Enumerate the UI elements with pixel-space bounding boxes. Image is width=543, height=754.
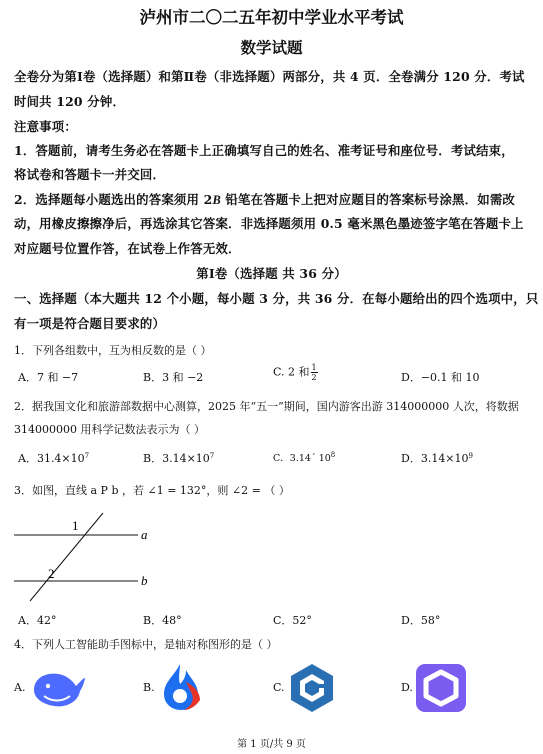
option-c-exponent: 8 xyxy=(330,451,336,459)
question-1-option-b: B．3 和 −2 xyxy=(143,371,204,384)
question-1-option-c xyxy=(273,363,318,382)
option-a-exponent: 7 xyxy=(84,452,90,460)
page-footer: 第 1 页/共 9 页 xyxy=(237,739,306,750)
flame-drop-logo-icon xyxy=(156,660,206,714)
note-2-line-3: 对应题号位置作答，在试卷上作答无效． xyxy=(14,241,241,256)
question-1-option-c-text: C. 2 和 xyxy=(273,365,310,379)
note-2-text-c: 铅笔在答题卡上把对应题目的答案标号涂黑．如需改 xyxy=(220,192,516,207)
question-3-option-b: B．48° xyxy=(143,614,182,627)
line-a-label: a xyxy=(141,527,148,542)
note-1-line-2: 将试卷和答题卡一并交回． xyxy=(14,167,166,182)
question-4-option-c: C. xyxy=(273,681,285,694)
question-4-option-d: D. xyxy=(401,681,413,694)
question-1-option-a: A．7 和 −7 xyxy=(18,371,79,384)
intro-line-1: 全卷分为第Ⅰ卷（选择题）和第Ⅱ卷（非选择题）两部分，共 4 页．全卷满分 120 分．考试 xyxy=(14,69,525,84)
intro-line-2: 时间共 120 分钟． xyxy=(14,94,126,109)
question-2-option-d xyxy=(401,450,473,466)
note-2-pencil-grade: B xyxy=(212,193,221,207)
angle-1-label: 1 xyxy=(72,518,79,533)
deepseek-whale-logo-icon xyxy=(28,664,88,714)
purple-knot-logo-icon xyxy=(416,664,466,712)
question-2-stem-line-1: 2．据我国文化和旅游部数据中心测算，2025 年“五一”期间，国内游客出游 314000000 人次，将数据 xyxy=(14,400,519,413)
option-d-base: D．3.14×10 xyxy=(401,452,469,465)
question-3-stem: 3．如图，直线 a P b ，若 ∠1 = 132°，则 ∠2 = （ ） xyxy=(14,484,290,497)
fraction-denominator: 2 xyxy=(311,373,317,382)
question-3-option-a: A．42° xyxy=(18,614,57,627)
notes-title: 注意事项： xyxy=(14,119,77,134)
line-b-label: b xyxy=(141,573,148,588)
question-2-option-c xyxy=(273,450,335,464)
fraction-one-half xyxy=(311,363,318,382)
note-2-line-2: 动，用橡皮擦擦净后，再选涂其它答案．非选择题须用 0.5 毫米黑色墨迹签字笔在答题卡上 xyxy=(14,216,524,231)
option-c-base: C．3.14´ 10 xyxy=(273,453,331,464)
note-2-text-a: 2．选择题每小题选出的答案须用 2 xyxy=(14,192,213,207)
subject-title: 数学试题 xyxy=(240,38,303,57)
angle-2-label: 2 xyxy=(48,566,55,581)
question-1-option-d: D．−0.1 和 10 xyxy=(401,371,480,384)
exam-title: 泸州市二〇二五年初中学业水平考试 xyxy=(139,8,404,27)
option-d-exponent: 9 xyxy=(468,452,473,460)
option-b-exponent: 7 xyxy=(209,452,215,460)
option-a-base: A．31.4×10 xyxy=(18,452,85,465)
question-4-option-a: A. xyxy=(14,681,26,694)
transversal-line xyxy=(30,513,103,601)
hexagon-cube-logo-icon xyxy=(288,662,336,714)
section-heading-line-1: 一、选择题（本大题共 12 个小题，每小题 3 分，共 36 分．在每小题给出的四个选项中，只 xyxy=(14,291,539,306)
fraction-numerator: 1 xyxy=(311,363,317,372)
parallel-lines-figure xyxy=(10,508,160,608)
question-4-stem: 4．下列人工智能助手图标中，是轴对称图形的是（ ） xyxy=(14,638,278,651)
part-title: 第Ⅰ卷（选择题 共 36 分） xyxy=(196,266,347,281)
section-heading-line-2: 有一项是符合题目要求的） xyxy=(14,316,166,331)
question-2-option-b xyxy=(143,450,214,466)
question-1-stem: 1．下列各组数中，互为相反数的是（ ） xyxy=(14,344,212,357)
question-3-option-d: D．58° xyxy=(401,614,441,627)
note-1-line-1: 1．答题前，请考生务必在答题卡上正确填写自己的姓名、准考证号和座位号．考试结束， xyxy=(14,143,514,158)
question-4-option-b: B. xyxy=(143,681,155,694)
question-2-option-a xyxy=(18,450,89,466)
option-b-base: B．3.14×10 xyxy=(143,452,210,465)
question-3-option-c: C．52° xyxy=(273,614,312,627)
question-2-stem-line-2: 314000000 用科学记数法表示为（ ） xyxy=(14,423,205,436)
note-2-line-1 xyxy=(14,190,515,208)
